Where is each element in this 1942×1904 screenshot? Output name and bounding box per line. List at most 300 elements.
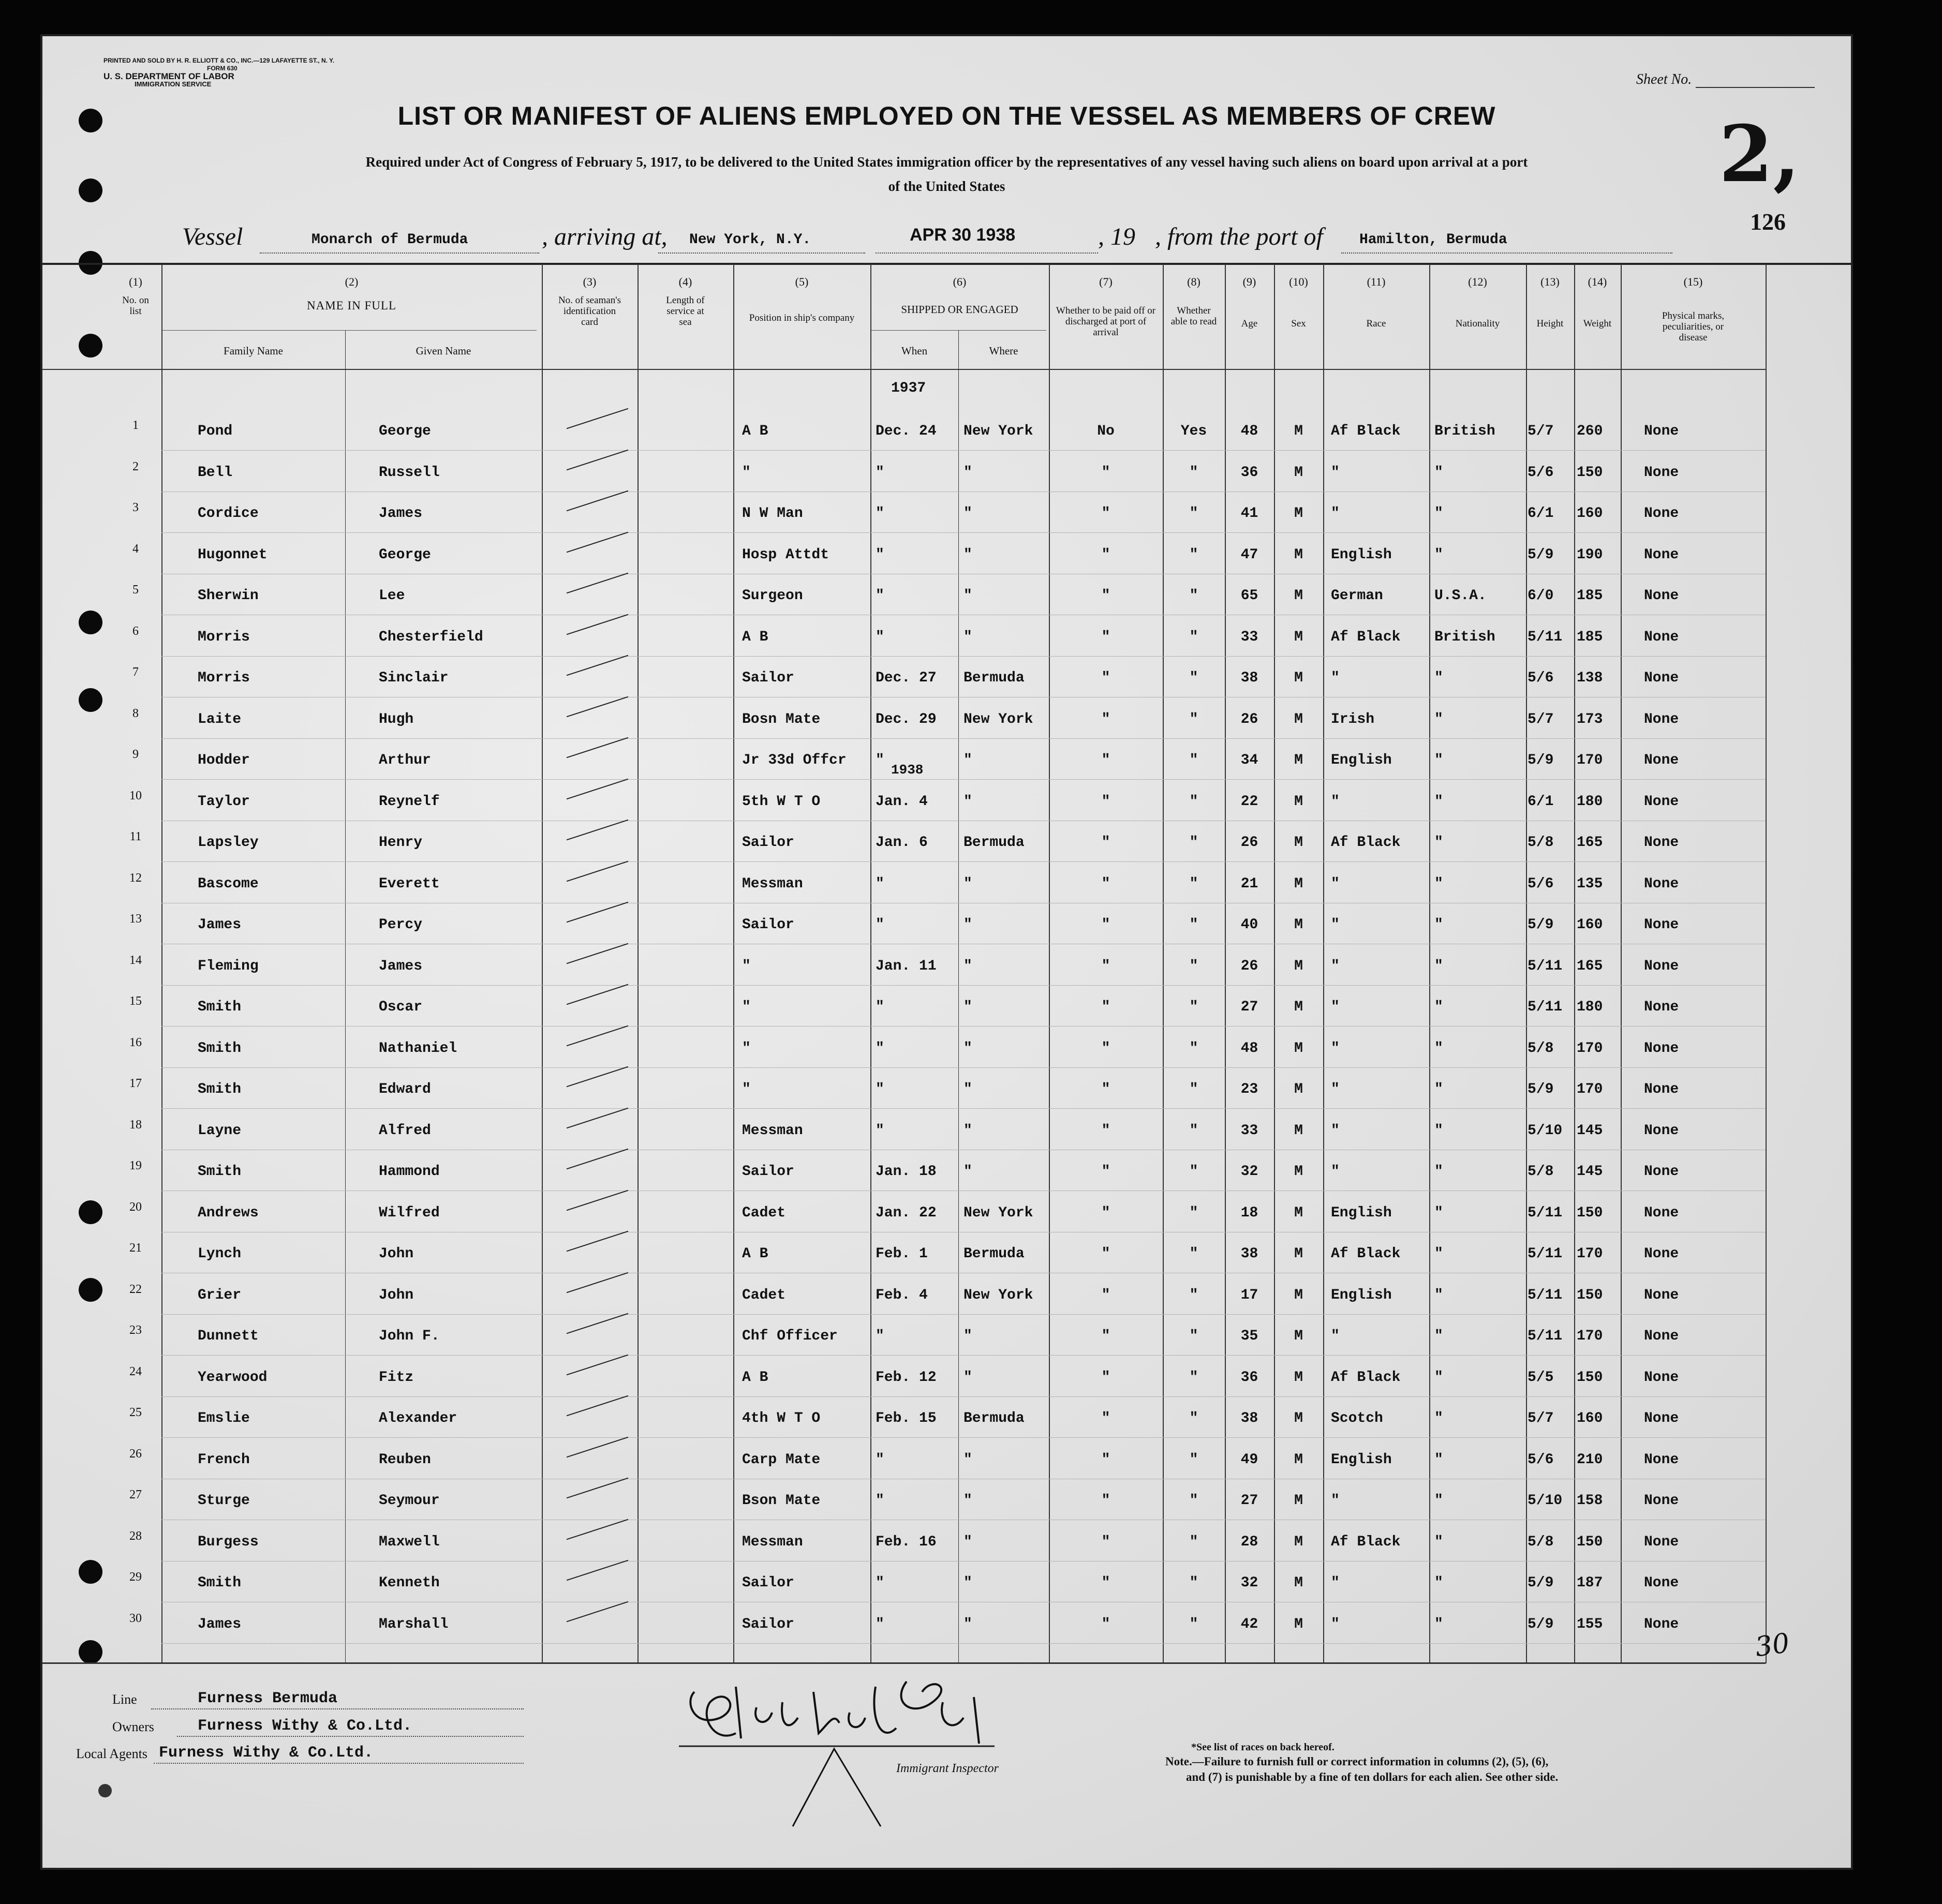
- sex: M: [1294, 670, 1303, 686]
- id-card-checkmark: [567, 984, 629, 1005]
- id-card-checkmark: [567, 737, 629, 758]
- shipped-when: Feb. 15: [876, 1410, 937, 1426]
- header-nationality: Nationality: [1455, 318, 1500, 329]
- race: ": [1331, 464, 1340, 481]
- header-height: Height: [1536, 318, 1564, 329]
- able-to-read: ": [1189, 1246, 1198, 1262]
- family-name: Bell: [198, 464, 233, 481]
- age: 32: [1240, 1575, 1258, 1591]
- age: 33: [1240, 629, 1258, 645]
- row-number: 22: [129, 1282, 142, 1296]
- shipped-when: Feb. 16: [876, 1534, 937, 1550]
- col-rule: [1526, 264, 1527, 1663]
- nationality: ": [1434, 464, 1443, 481]
- able-to-read: ": [1189, 875, 1198, 892]
- race: English: [1331, 546, 1392, 563]
- race: ": [1331, 1040, 1340, 1057]
- given-name: Wilfred: [379, 1204, 440, 1221]
- shipped-when: Jan. 11: [876, 958, 937, 974]
- sex: M: [1294, 1040, 1303, 1057]
- col-num-7: (7): [1099, 275, 1113, 288]
- given-name: Hammond: [379, 1164, 440, 1180]
- physical-marks: None: [1644, 793, 1679, 810]
- shipped-when: ": [876, 1122, 884, 1139]
- race: English: [1331, 752, 1392, 768]
- paid-off: ": [1101, 1164, 1110, 1180]
- row-number: 3: [132, 501, 139, 514]
- id-card-checkmark: [567, 820, 629, 841]
- shipped-when: ": [876, 1040, 884, 1057]
- row-number: 12: [129, 871, 142, 885]
- sex: M: [1294, 752, 1303, 768]
- sex: M: [1294, 1616, 1303, 1632]
- weight: 180: [1577, 793, 1603, 810]
- able-to-read: ": [1189, 793, 1198, 810]
- header-bottom-rule: [42, 369, 1766, 370]
- id-card-checkmark: [567, 449, 629, 470]
- row-number: 7: [132, 665, 139, 679]
- shipped-where: New York: [963, 1287, 1033, 1303]
- family-name: Emslie: [198, 1410, 250, 1426]
- weight: 160: [1577, 917, 1603, 933]
- page-stamp: 126: [1750, 209, 1786, 235]
- shipped-when: ": [876, 917, 884, 933]
- position: ": [742, 1040, 751, 1057]
- position: Jr 33d Offcr: [742, 752, 847, 768]
- given-name: Oscar: [379, 999, 423, 1015]
- row-number: 26: [129, 1447, 142, 1461]
- family-name: Smith: [198, 1081, 242, 1097]
- col-num-1: (1): [129, 275, 142, 288]
- family-name: Bascome: [198, 875, 259, 892]
- shipped-when: ": [876, 588, 884, 604]
- able-to-read: ": [1189, 917, 1198, 933]
- physical-marks: None: [1644, 1369, 1679, 1386]
- able-to-read: ": [1189, 1369, 1198, 1386]
- height: 6/1: [1528, 793, 1554, 810]
- col-num-14: (14): [1588, 275, 1607, 288]
- race: English: [1331, 1204, 1392, 1221]
- table-top-rule: [42, 263, 1851, 265]
- nationality: ": [1434, 1493, 1443, 1509]
- age: 34: [1240, 752, 1258, 768]
- position: A B: [742, 1246, 768, 1262]
- row-number: 19: [129, 1159, 142, 1172]
- nationality: ": [1434, 835, 1443, 851]
- family-name: Lapsley: [198, 835, 259, 851]
- weight: 158: [1577, 1493, 1603, 1509]
- family-name: Smith: [198, 1164, 242, 1180]
- punch-hole: [79, 688, 102, 712]
- header-race: Race: [1366, 318, 1386, 329]
- physical-marks: None: [1644, 505, 1679, 522]
- table-bottom-rule: [42, 1662, 1766, 1664]
- shipped-where: ": [963, 1122, 972, 1139]
- race: ": [1331, 1575, 1340, 1591]
- race: Af Black: [1331, 423, 1401, 439]
- header-no-on-list: No. on list: [122, 295, 149, 317]
- weight: 170: [1577, 1246, 1603, 1262]
- sex: M: [1294, 1451, 1303, 1468]
- row-number: 4: [132, 542, 139, 556]
- family-name: James: [198, 1616, 242, 1632]
- age: 38: [1240, 1246, 1258, 1262]
- col-num-6: (6): [953, 275, 967, 288]
- height: 5/7: [1528, 1410, 1554, 1426]
- row-number: 5: [132, 583, 139, 597]
- race: ": [1331, 1122, 1340, 1139]
- shipped-where: Bermuda: [963, 1410, 1025, 1426]
- physical-marks: None: [1644, 1122, 1679, 1139]
- able-to-read: ": [1189, 958, 1198, 974]
- fine-note-2: and (7) is punishable by a fine of ten dollars for each alien. See other side.: [1186, 1771, 1559, 1783]
- race: ": [1331, 505, 1340, 522]
- sex: M: [1294, 1204, 1303, 1221]
- sex: M: [1294, 835, 1303, 851]
- position: Sailor: [742, 917, 794, 933]
- header-where: Where: [989, 345, 1018, 357]
- shipped-where: ": [963, 1451, 972, 1468]
- shipped-where: ": [963, 917, 972, 933]
- sex: M: [1294, 1122, 1303, 1139]
- arrival-port: New York, N.Y.: [689, 232, 811, 248]
- header-position: Position in ship's company: [749, 313, 855, 323]
- paid-off: ": [1101, 464, 1110, 481]
- paid-off: ": [1101, 1040, 1110, 1057]
- paid-off: ": [1101, 958, 1110, 974]
- given-name: John: [379, 1287, 414, 1303]
- physical-marks: None: [1644, 875, 1679, 892]
- height: 5/11: [1528, 1328, 1563, 1344]
- sex: M: [1294, 958, 1303, 974]
- family-name: Laite: [198, 711, 242, 727]
- date-fill-line: [876, 252, 1098, 254]
- port-fill-line: [658, 252, 865, 254]
- weight: 145: [1577, 1122, 1603, 1139]
- able-to-read: Yes: [1180, 423, 1207, 439]
- position: N W Man: [742, 505, 803, 522]
- family-name: Yearwood: [198, 1369, 268, 1386]
- age: 28: [1240, 1534, 1258, 1550]
- shipped-when: ": [876, 505, 884, 522]
- age: 32: [1240, 1164, 1258, 1180]
- form-number: FORM 630: [207, 65, 238, 72]
- nationality: ": [1434, 958, 1443, 974]
- family-name: Fleming: [198, 958, 259, 974]
- arriving-label: , arriving at,: [542, 223, 668, 250]
- race: English: [1331, 1451, 1392, 1468]
- able-to-read: ": [1189, 1410, 1198, 1426]
- local-agents-label: Local Agents: [76, 1746, 147, 1761]
- weight: 180: [1577, 999, 1603, 1015]
- height: 5/6: [1528, 1451, 1554, 1468]
- nationality: ": [1434, 1040, 1443, 1057]
- col-num-3: (3): [583, 275, 597, 288]
- height: 5/6: [1528, 875, 1554, 892]
- weight: 150: [1577, 464, 1603, 481]
- height: 5/8: [1528, 835, 1554, 851]
- able-to-read: ": [1189, 1287, 1198, 1303]
- row-number: 8: [132, 706, 139, 720]
- paid-off: ": [1101, 1534, 1110, 1550]
- able-to-read: ": [1189, 1328, 1198, 1344]
- weight: 170: [1577, 1328, 1603, 1344]
- physical-marks: None: [1644, 1204, 1679, 1221]
- printer-line: PRINTED AND SOLD BY H. R. ELLIOTT & CO., INC.—129 LAFAYETTE ST., N. Y.: [103, 57, 335, 64]
- height: 5/8: [1528, 1164, 1554, 1180]
- shipped-where: ": [963, 1164, 972, 1180]
- vessel-fill-line: [260, 252, 539, 254]
- id-card-checkmark: [567, 573, 629, 594]
- id-card-checkmark: [567, 1066, 629, 1088]
- sex: M: [1294, 1369, 1303, 1386]
- physical-marks: None: [1644, 1616, 1679, 1632]
- given-name: Reuben: [379, 1451, 431, 1468]
- year-note-1937: 1937: [891, 380, 926, 396]
- punch-hole: [79, 1278, 102, 1302]
- age: 36: [1240, 1369, 1258, 1386]
- weight: 160: [1577, 505, 1603, 522]
- weight: 150: [1577, 1534, 1603, 1550]
- row-number: 2: [132, 459, 139, 473]
- shipped-when: Dec. 29: [876, 711, 937, 727]
- weight: 170: [1577, 752, 1603, 768]
- position: Messman: [742, 875, 803, 892]
- family-name: Taylor: [198, 793, 250, 810]
- row-rule: [161, 738, 1766, 739]
- able-to-read: ": [1189, 1575, 1198, 1591]
- position: Carp Mate: [742, 1451, 821, 1468]
- age: 40: [1240, 917, 1258, 933]
- given-name: Everett: [379, 875, 440, 892]
- sex: M: [1294, 588, 1303, 604]
- shipped-when: Jan. 18: [876, 1164, 937, 1180]
- position: ": [742, 958, 751, 974]
- row-number: 29: [129, 1570, 142, 1584]
- row-number: 17: [129, 1077, 142, 1090]
- header-family-name: Family Name: [224, 345, 283, 357]
- position: Sailor: [742, 1164, 794, 1180]
- sex: M: [1294, 1081, 1303, 1097]
- paid-off: ": [1101, 1410, 1110, 1426]
- given-name: Seymour: [379, 1493, 440, 1509]
- shipped-where: ": [963, 958, 972, 974]
- nationality: ": [1434, 1575, 1443, 1591]
- nationality: ": [1434, 1081, 1443, 1097]
- given-name: Fitz: [379, 1369, 414, 1386]
- handwritten-sheet-number: 2,: [1719, 109, 1800, 200]
- header-shipped-engaged: SHIPPED OR ENGAGED: [901, 303, 1018, 316]
- shipped-where: ": [963, 1616, 972, 1632]
- arrival-date-stamp: APR 30 1938: [910, 225, 1016, 245]
- age: 27: [1240, 999, 1258, 1015]
- owners-value: Furness Withy & Co.Ltd.: [198, 1717, 412, 1735]
- id-card-checkmark: [567, 1149, 629, 1170]
- height: 5/11: [1528, 999, 1563, 1015]
- family-name: James: [198, 917, 242, 933]
- race: English: [1331, 1287, 1392, 1303]
- nationality: ": [1434, 752, 1443, 768]
- sex: M: [1294, 1287, 1303, 1303]
- shipped-where: ": [963, 752, 972, 768]
- position: Cadet: [742, 1287, 786, 1303]
- race: ": [1331, 875, 1340, 892]
- family-name: Burgess: [198, 1534, 259, 1550]
- physical-marks: None: [1644, 588, 1679, 604]
- sex: M: [1294, 1410, 1303, 1426]
- from-port-label: , from the port of: [1155, 223, 1323, 250]
- weight: 165: [1577, 835, 1603, 851]
- shipped-when: Dec. 27: [876, 670, 937, 686]
- age: 17: [1240, 1287, 1258, 1303]
- line-fill-line: [151, 1708, 524, 1709]
- id-card-checkmark: [567, 696, 629, 717]
- id-card-checkmark: [567, 943, 629, 964]
- col-rule: [1574, 264, 1575, 1663]
- weight: 155: [1577, 1616, 1603, 1632]
- given-name: George: [379, 546, 431, 563]
- age: 35: [1240, 1328, 1258, 1344]
- given-name: Lee: [379, 588, 405, 604]
- punch-hole: [79, 334, 102, 358]
- age: 33: [1240, 1122, 1258, 1139]
- nationality: ": [1434, 1451, 1443, 1468]
- family-name: French: [198, 1451, 250, 1468]
- sex: M: [1294, 505, 1303, 522]
- nationality: ": [1434, 999, 1443, 1015]
- shipped-where: ": [963, 546, 972, 563]
- family-name: Lynch: [198, 1246, 242, 1262]
- header-able-to-read: Whether able to read: [1170, 305, 1217, 327]
- handwritten-total: 30: [1753, 1627, 1792, 1663]
- nationality: ": [1434, 1122, 1443, 1139]
- nationality: ": [1434, 1204, 1443, 1221]
- height: 5/10: [1528, 1122, 1563, 1139]
- race: ": [1331, 917, 1340, 933]
- vessel-name: Monarch of Bermuda: [312, 232, 468, 248]
- shipped-where: ": [963, 875, 972, 892]
- row-number: 28: [129, 1529, 142, 1543]
- family-name: Morris: [198, 629, 250, 645]
- position: Messman: [742, 1534, 803, 1550]
- family-name: Layne: [198, 1122, 242, 1139]
- shipped-where: ": [963, 588, 972, 604]
- physical-marks: None: [1644, 1534, 1679, 1550]
- col-num-8: (8): [1187, 275, 1200, 288]
- punch-hole: [79, 611, 102, 634]
- weight: 170: [1577, 1081, 1603, 1097]
- inspector-signature: [663, 1671, 1015, 1842]
- race: ": [1331, 958, 1340, 974]
- col-rule: [161, 264, 162, 1663]
- shipped-where: ": [963, 1534, 972, 1550]
- col-num-15: (15): [1683, 275, 1703, 288]
- age: 65: [1240, 588, 1258, 604]
- id-card-checkmark: [567, 1272, 629, 1293]
- position: Surgeon: [742, 588, 803, 604]
- position: Sailor: [742, 1616, 794, 1632]
- id-card-checkmark: [567, 1231, 629, 1252]
- nationality: ": [1434, 505, 1443, 522]
- physical-marks: None: [1644, 423, 1679, 439]
- age: 18: [1240, 1204, 1258, 1221]
- able-to-read: ": [1189, 835, 1198, 851]
- header-id-card: No. of seaman's identification card: [558, 295, 621, 328]
- weight: 150: [1577, 1287, 1603, 1303]
- able-to-read: ": [1189, 1204, 1198, 1221]
- paid-off: ": [1101, 1493, 1110, 1509]
- paid-off: ": [1101, 752, 1110, 768]
- row-number: 9: [132, 748, 139, 761]
- age: 26: [1240, 835, 1258, 851]
- able-to-read: ": [1189, 546, 1198, 563]
- weight: 185: [1577, 588, 1603, 604]
- row-number: 23: [129, 1323, 142, 1337]
- position: A B: [742, 423, 768, 439]
- height: 5/6: [1528, 464, 1554, 481]
- printer-mark-icon: [98, 1784, 112, 1797]
- row-number: 18: [129, 1118, 142, 1132]
- row-number: 14: [129, 953, 142, 967]
- id-card-checkmark: [567, 408, 629, 429]
- punch-hole: [79, 1200, 102, 1224]
- paid-off: ": [1101, 711, 1110, 727]
- shipped-when: ": [876, 464, 884, 481]
- age: 48: [1240, 423, 1258, 439]
- family-name: Smith: [198, 1040, 242, 1057]
- family-name: Smith: [198, 999, 242, 1015]
- vessel-label: Vessel: [182, 223, 243, 250]
- shipped-where: ": [963, 1575, 972, 1591]
- nationality: ": [1434, 1534, 1443, 1550]
- shipped-when: ": [876, 1451, 884, 1468]
- position: ": [742, 999, 751, 1015]
- given-name: John: [379, 1246, 414, 1262]
- position: Bosn Mate: [742, 711, 821, 727]
- row-rule: [161, 1108, 1766, 1109]
- position: Messman: [742, 1122, 803, 1139]
- col-rule: [1049, 264, 1050, 1663]
- physical-marks: None: [1644, 752, 1679, 768]
- sex: M: [1294, 1493, 1303, 1509]
- race: ": [1331, 1616, 1340, 1632]
- position: 5th W T O: [742, 793, 821, 810]
- paid-off: ": [1101, 1246, 1110, 1262]
- id-card-checkmark: [567, 1313, 629, 1334]
- sex: M: [1294, 423, 1303, 439]
- requirement-text-1: Required under Act of Congress of February 5, 1917, to be delivered to the United States immigration officer by the representatives of any vessel having such aliens on board upon arrival at a port: [365, 154, 1528, 170]
- weight: 187: [1577, 1575, 1603, 1591]
- sheet-number-line: [1696, 87, 1815, 88]
- col-rule: [1323, 264, 1324, 1663]
- shipped-where: ": [963, 1081, 972, 1097]
- paid-off: ": [1101, 1451, 1110, 1468]
- col-num-10: (10): [1289, 275, 1308, 288]
- id-card-checkmark: [567, 1395, 629, 1417]
- height: 5/7: [1528, 423, 1554, 439]
- age: 21: [1240, 875, 1258, 892]
- age: 48: [1240, 1040, 1258, 1057]
- shipped-when: ": [876, 1081, 884, 1097]
- col-num-4: (4): [678, 275, 692, 288]
- family-name: Hugonnet: [198, 546, 268, 563]
- nationality: British: [1434, 629, 1495, 645]
- col-rule: [1163, 264, 1164, 1663]
- height: 5/9: [1528, 1616, 1554, 1632]
- weight: 190: [1577, 546, 1603, 563]
- shipped-where: Bermuda: [963, 835, 1025, 851]
- family-name: Pond: [198, 423, 233, 439]
